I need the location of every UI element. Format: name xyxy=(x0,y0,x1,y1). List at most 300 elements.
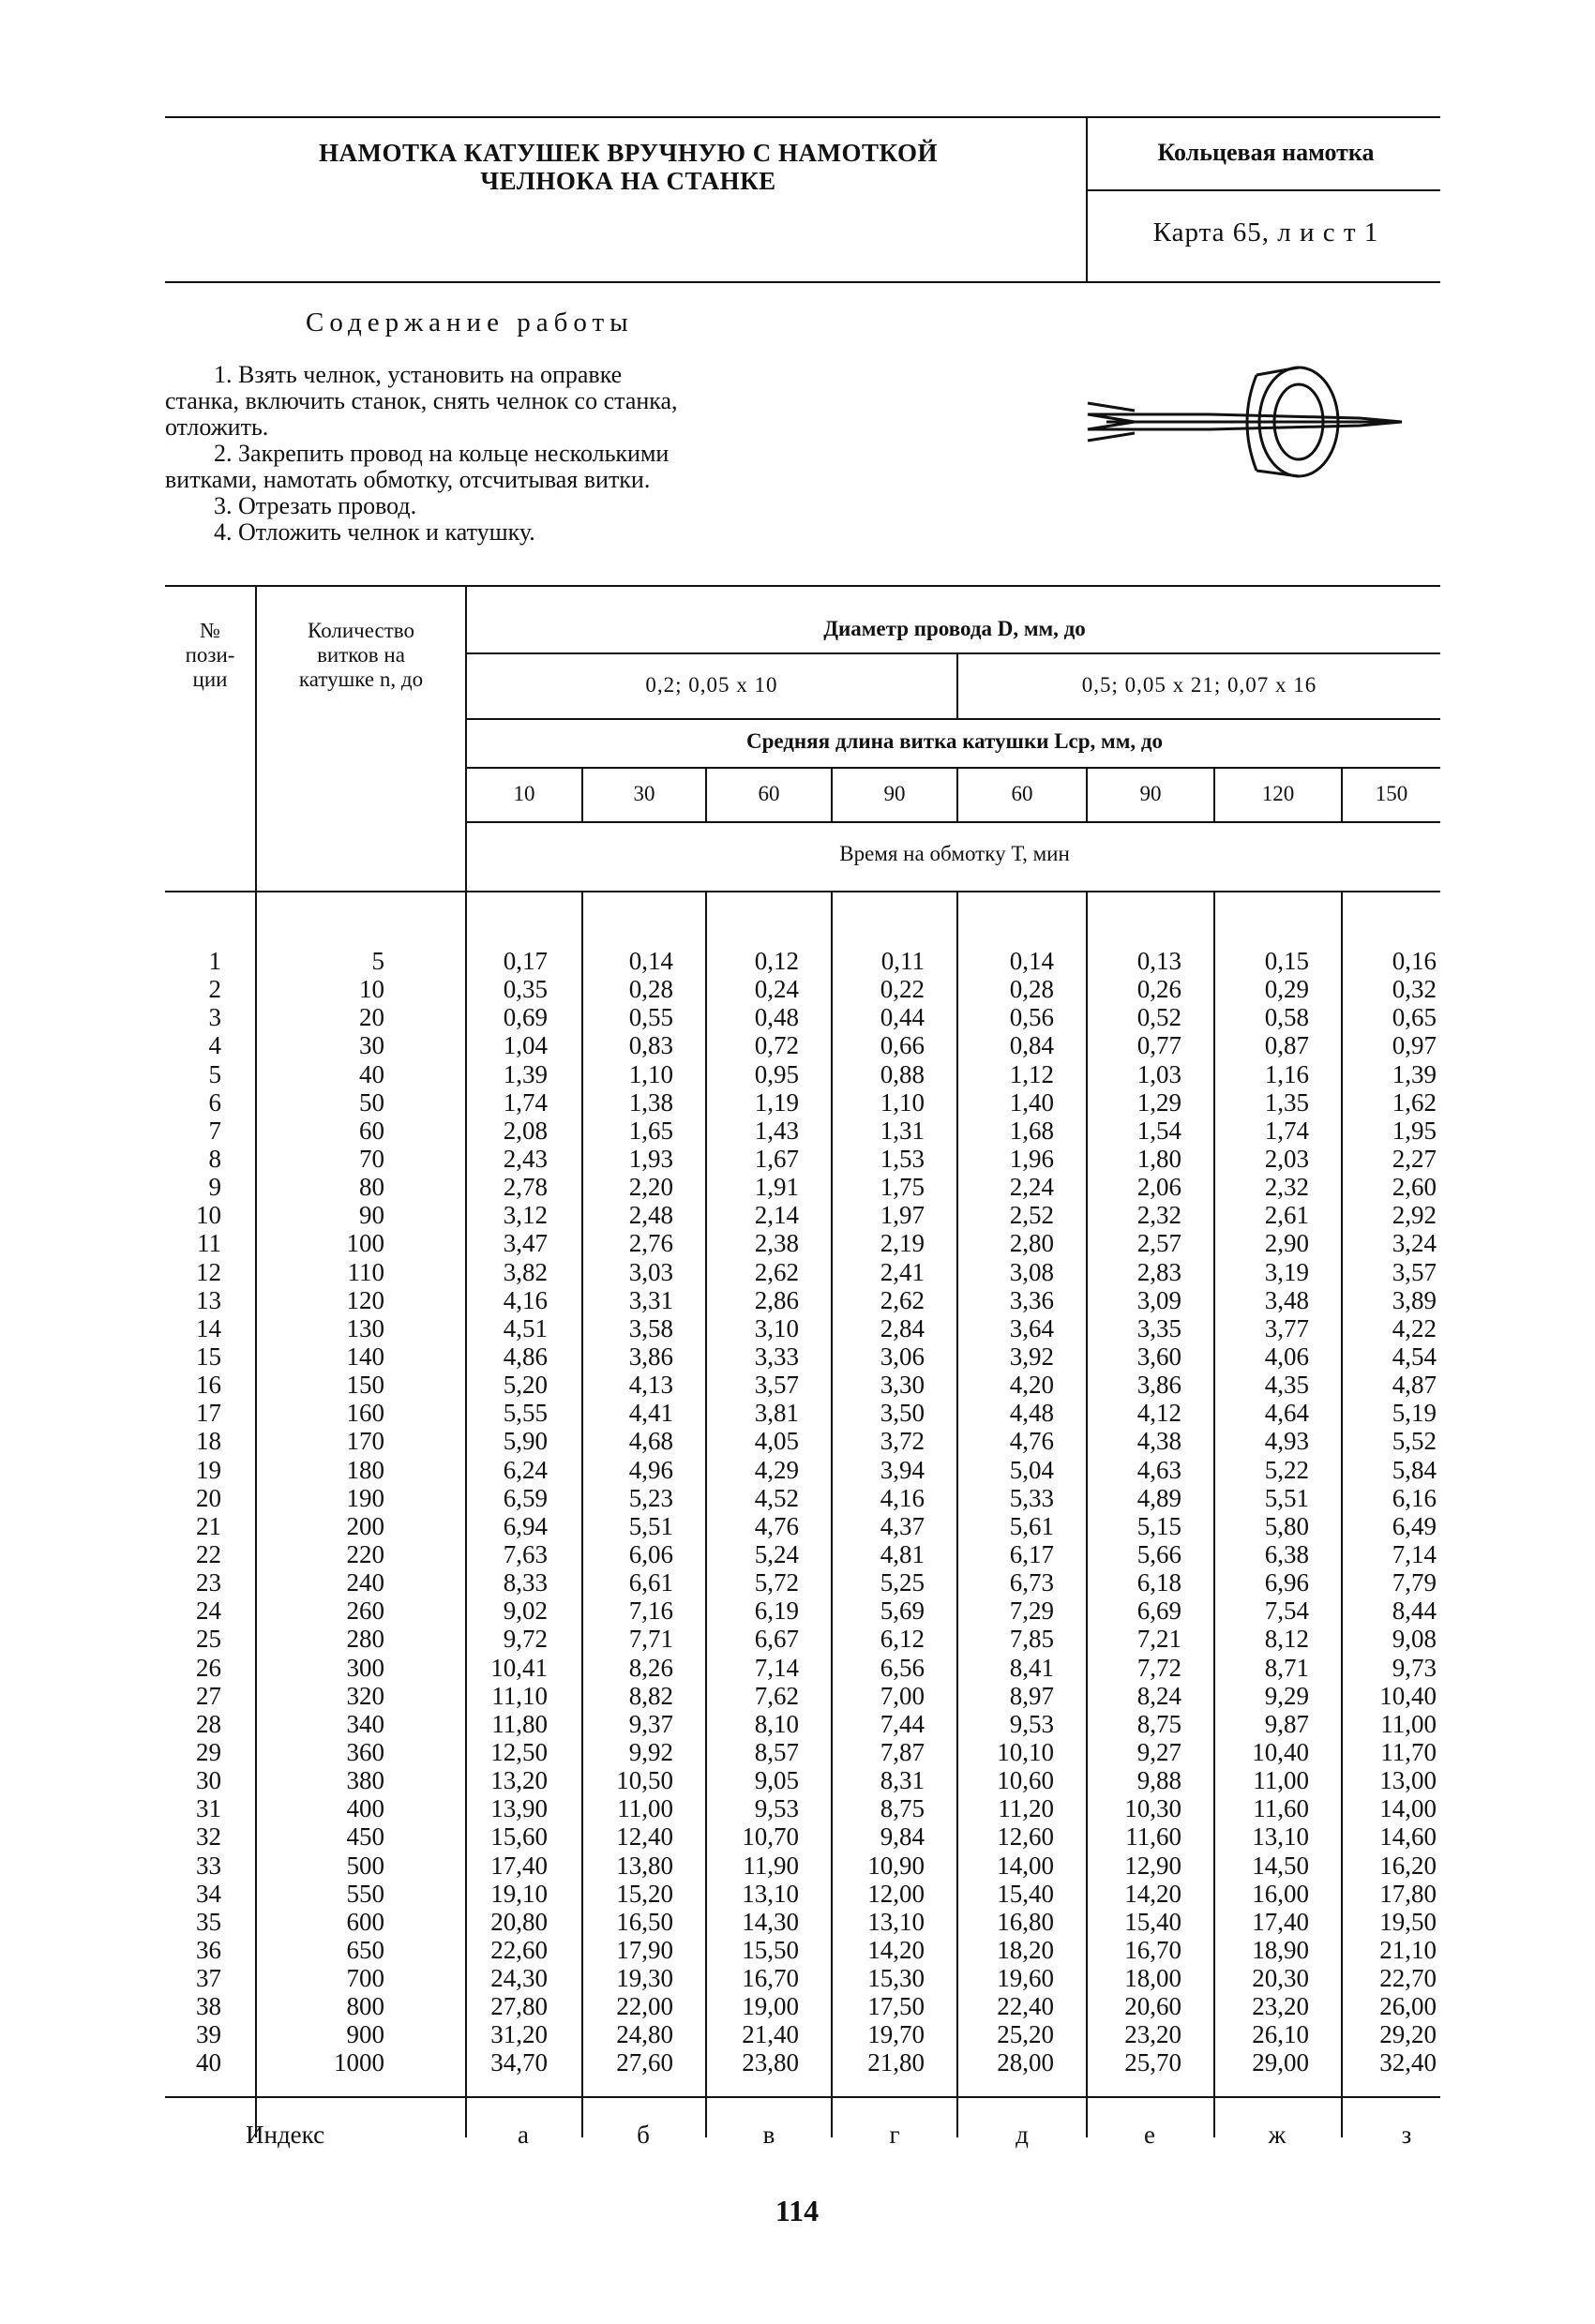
col-position-line-3: ции xyxy=(192,667,228,691)
time-cell: 29,20 xyxy=(1379,2020,1437,2049)
time-cell: 5,33 xyxy=(1009,1483,1054,1512)
time-cell: 10,40 xyxy=(1252,1737,1309,1766)
time-cell: 19,30 xyxy=(616,1964,673,1993)
body-divider-8 xyxy=(1341,891,1343,2137)
time-cell: 4,37 xyxy=(880,1511,925,1540)
position-cell: 5 xyxy=(208,1059,221,1088)
turns-cell: 90 xyxy=(359,1201,384,1230)
time-cell: 2,84 xyxy=(880,1313,925,1342)
body-divider-7 xyxy=(1213,891,1215,2137)
turns-cell: 5 xyxy=(371,947,384,975)
position-cell: 40 xyxy=(196,2048,221,2077)
time-cell: 10,50 xyxy=(616,1766,673,1795)
time-cell: 0,66 xyxy=(880,1031,925,1060)
position-cell: 4 xyxy=(208,1031,221,1060)
time-cell: 26,10 xyxy=(1252,2020,1309,2049)
time-cell: 0,32 xyxy=(1392,975,1437,1004)
position-cell: 32 xyxy=(196,1822,221,1852)
time-cell: 4,12 xyxy=(1136,1399,1181,1428)
time-cell: 0,13 xyxy=(1136,947,1181,975)
col-position-header xyxy=(165,619,255,692)
time-cell: 5,66 xyxy=(1136,1539,1181,1568)
time-cell: 9,37 xyxy=(628,1709,673,1738)
time-cell: 1,12 xyxy=(1009,1059,1054,1088)
time-cell: 7,85 xyxy=(1009,1625,1054,1654)
time-cell: 7,21 xyxy=(1136,1625,1181,1654)
length-60b: 60 xyxy=(1011,782,1033,805)
time-cell: 6,19 xyxy=(754,1597,799,1626)
position-cell: 16 xyxy=(196,1371,221,1400)
time-cell: 3,58 xyxy=(628,1313,673,1342)
time-cell: 17,80 xyxy=(1379,1879,1437,1908)
time-cell: 11,70 xyxy=(1380,1737,1437,1766)
time-cell: 8,33 xyxy=(503,1568,548,1597)
turns-cell: 70 xyxy=(359,1144,384,1173)
time-cell: 1,62 xyxy=(1392,1087,1437,1117)
time-cell: 23,80 xyxy=(742,2048,799,2077)
time-cell: 4,16 xyxy=(503,1285,548,1314)
index-d: д xyxy=(1016,2121,1029,2149)
time-column-zh xyxy=(1217,947,1309,2077)
time-cell: 2,43 xyxy=(503,1144,548,1173)
body-divider-3 xyxy=(705,891,707,2137)
time-cell: 3,24 xyxy=(1392,1229,1437,1258)
time-cell: 0,15 xyxy=(1264,947,1309,975)
index-g: г xyxy=(889,2121,900,2149)
time-cell: 8,75 xyxy=(1136,1709,1181,1738)
group-rule xyxy=(465,718,1440,720)
time-cell: 4,54 xyxy=(1392,1342,1437,1371)
time-cell: 7,71 xyxy=(628,1625,673,1654)
turns-cell: 150 xyxy=(346,1371,384,1400)
turns-cell: 550 xyxy=(346,1879,384,1908)
position-cell: 1 xyxy=(208,947,221,975)
time-cell: 0,56 xyxy=(1009,1003,1054,1032)
index-label: Индекс xyxy=(246,2121,325,2149)
position-cell: 28 xyxy=(196,1709,221,1738)
position-cell: 7 xyxy=(208,1116,221,1145)
time-cell: 0,12 xyxy=(754,947,799,975)
time-cell: 32,40 xyxy=(1379,2048,1437,2077)
time-cell: 5,19 xyxy=(1392,1399,1437,1428)
time-cell: 31,20 xyxy=(490,2020,548,2049)
time-cell: 13,20 xyxy=(490,1766,548,1795)
time-cell: 8,12 xyxy=(1264,1625,1309,1654)
time-cell: 1,03 xyxy=(1136,1059,1181,1088)
body-divider-5 xyxy=(956,891,958,2137)
time-cell: 7,79 xyxy=(1392,1568,1437,1597)
time-cell: 18,00 xyxy=(1124,1964,1181,1993)
time-cell: 2,48 xyxy=(628,1201,673,1230)
time-cell: 4,68 xyxy=(628,1427,673,1456)
turns-cell: 50 xyxy=(359,1087,384,1117)
time-cell: 0,58 xyxy=(1264,1003,1309,1032)
time-header: Время на обмотку Т, мин xyxy=(839,842,1070,865)
time-cell: 0,48 xyxy=(754,1003,799,1032)
turns-cell: 900 xyxy=(346,2020,384,2049)
position-cell: 18 xyxy=(196,1427,221,1456)
time-cell: 4,13 xyxy=(628,1371,673,1400)
time-cell: 8,10 xyxy=(754,1709,799,1738)
time-cell: 5,90 xyxy=(503,1427,548,1456)
turns-cell: 600 xyxy=(346,1907,384,1936)
time-cell: 5,24 xyxy=(754,1539,799,1568)
position-cell: 29 xyxy=(196,1737,221,1766)
turns-cell: 280 xyxy=(346,1625,384,1654)
time-cell: 5,51 xyxy=(628,1511,673,1540)
time-cell: 2,76 xyxy=(628,1229,673,1258)
time-cell: 2,86 xyxy=(754,1285,799,1314)
time-cell: 6,94 xyxy=(503,1511,548,1540)
time-cell: 7,14 xyxy=(1392,1539,1437,1568)
time-cell: 3,81 xyxy=(754,1399,799,1428)
time-cell: 7,54 xyxy=(1264,1597,1309,1626)
time-cell: 3,86 xyxy=(1136,1371,1181,1400)
time-cell: 0,88 xyxy=(880,1059,925,1088)
time-cell: 6,61 xyxy=(628,1568,673,1597)
turns-cell: 60 xyxy=(359,1116,384,1145)
time-cell: 5,72 xyxy=(754,1568,799,1597)
time-cell: 14,60 xyxy=(1379,1822,1437,1852)
time-cell: 3,47 xyxy=(503,1229,548,1258)
time-cell: 9,87 xyxy=(1264,1709,1309,1738)
time-cell: 1,65 xyxy=(628,1116,673,1145)
position-cell: 20 xyxy=(196,1483,221,1512)
col-position-line-1: № xyxy=(200,619,220,642)
time-column-d xyxy=(960,947,1054,2077)
time-cell: 13,90 xyxy=(490,1794,548,1823)
time-cell: 17,50 xyxy=(867,1992,925,2021)
time-cell: 11,20 xyxy=(998,1794,1054,1823)
time-cell: 25,20 xyxy=(997,2020,1054,2049)
time-cell: 0,14 xyxy=(1009,947,1054,975)
turns-cell: 160 xyxy=(346,1399,384,1428)
header-right-rule xyxy=(1086,189,1440,191)
time-cell: 20,80 xyxy=(490,1907,548,1936)
time-cell: 21,80 xyxy=(867,2048,925,2077)
time-cell: 13,10 xyxy=(1252,1822,1309,1852)
time-cell: 0,24 xyxy=(754,975,799,1004)
time-cell: 0,16 xyxy=(1392,947,1437,975)
time-cell: 2,80 xyxy=(1009,1229,1054,1258)
time-cell: 24,80 xyxy=(616,2020,673,2049)
time-cell: 4,87 xyxy=(1392,1371,1437,1400)
time-cell: 2,27 xyxy=(1392,1144,1437,1173)
position-cell: 38 xyxy=(196,1992,221,2021)
turns-cell: 380 xyxy=(346,1766,384,1795)
time-cell: 21,40 xyxy=(742,2020,799,2049)
header-bottom-table-rule xyxy=(165,891,1440,892)
time-cell: 15,20 xyxy=(616,1879,673,1908)
time-cell: 6,24 xyxy=(503,1455,548,1484)
position-cell: 34 xyxy=(196,1879,221,1908)
position-cell: 36 xyxy=(196,1935,221,1964)
time-cell: 7,16 xyxy=(628,1597,673,1626)
time-cell: 11,00 xyxy=(1380,1709,1437,1738)
diameter-group-1: 0,2; 0,05 x 10 xyxy=(645,673,778,697)
page-number: 114 xyxy=(775,2194,820,2227)
time-cell: 0,83 xyxy=(628,1031,673,1060)
time-cell: 5,15 xyxy=(1136,1511,1181,1540)
time-cell: 2,92 xyxy=(1392,1201,1437,1230)
turns-cell: 360 xyxy=(346,1737,384,1766)
position-cell: 26 xyxy=(196,1653,221,1682)
time-cell: 2,60 xyxy=(1392,1173,1437,1202)
time-cell: 17,90 xyxy=(616,1935,673,1964)
time-cell: 20,30 xyxy=(1252,1964,1309,1993)
time-cell: 10,40 xyxy=(1379,1681,1437,1710)
turns-cell: 200 xyxy=(346,1511,384,1540)
time-cell: 0,35 xyxy=(503,975,548,1004)
time-cell: 3,92 xyxy=(1009,1342,1054,1371)
turns-cell: 180 xyxy=(346,1455,384,1484)
card-label: Карта 65, л и с т 1 xyxy=(1152,217,1379,247)
time-cell: 2,19 xyxy=(880,1229,925,1258)
time-cell: 5,20 xyxy=(503,1371,548,1400)
time-cell: 4,89 xyxy=(1136,1483,1181,1512)
time-cell: 2,62 xyxy=(880,1285,925,1314)
time-cell: 8,97 xyxy=(1009,1681,1054,1710)
time-cell: 15,50 xyxy=(742,1935,799,1964)
time-cell: 0,11 xyxy=(880,947,925,975)
time-cell: 4,76 xyxy=(1009,1427,1054,1456)
time-cell: 4,29 xyxy=(754,1455,799,1484)
position-cell: 21 xyxy=(196,1511,221,1540)
time-cell: 3,36 xyxy=(1009,1285,1054,1314)
length-rule xyxy=(465,767,1440,769)
time-cell: 7,72 xyxy=(1136,1653,1181,1682)
turns-cell: 260 xyxy=(346,1597,384,1626)
time-cell: 3,48 xyxy=(1264,1285,1309,1314)
time-column-z xyxy=(1345,947,1437,2077)
time-cell: 14,20 xyxy=(1124,1879,1181,1908)
col-position-line-2: пози- xyxy=(185,643,235,667)
time-cell: 5,04 xyxy=(1009,1455,1054,1484)
time-cell: 1,04 xyxy=(503,1031,548,1060)
header-bottom-rule xyxy=(165,281,1440,283)
index-zh: ж xyxy=(1268,2121,1287,2149)
time-cell: 13,80 xyxy=(616,1851,673,1880)
positions-column xyxy=(165,947,221,2077)
time-cell: 15,40 xyxy=(1124,1907,1181,1936)
position-cell: 37 xyxy=(196,1964,221,1993)
position-cell: 22 xyxy=(196,1539,221,1568)
time-cell: 4,63 xyxy=(1136,1455,1181,1484)
time-cell: 19,70 xyxy=(867,2020,925,2049)
time-cell: 3,72 xyxy=(880,1427,925,1456)
time-cell: 16,70 xyxy=(742,1964,799,1993)
diameter-group-2: 0,5; 0,05 x 21; 0,07 x 16 xyxy=(1081,673,1317,697)
time-cell: 1,43 xyxy=(754,1116,799,1145)
turns-cell: 400 xyxy=(346,1794,384,1823)
time-cell: 27,80 xyxy=(490,1992,548,2021)
step-2b: витками, намотать обмотку, отсчитывая витки. xyxy=(165,466,651,493)
time-cell: 2,83 xyxy=(1136,1257,1181,1286)
time-cell: 0,84 xyxy=(1009,1031,1054,1060)
length-60a: 60 xyxy=(758,782,780,805)
time-cell: 0,14 xyxy=(628,947,673,975)
col-turns-line-2: витков на xyxy=(317,643,405,667)
time-cell: 3,50 xyxy=(880,1399,925,1428)
time-cell: 11,00 xyxy=(1253,1766,1309,1795)
time-cell: 9,27 xyxy=(1136,1737,1181,1766)
time-cell: 2,20 xyxy=(628,1173,673,1202)
time-cell: 23,20 xyxy=(1124,2020,1181,2049)
time-cell: 4,41 xyxy=(628,1399,673,1428)
time-cell: 34,70 xyxy=(490,2048,548,2077)
time-cell: 9,08 xyxy=(1392,1625,1437,1654)
time-cell: 3,94 xyxy=(880,1455,925,1484)
time-cell: 1,97 xyxy=(880,1201,925,1230)
position-cell: 11 xyxy=(197,1229,221,1258)
time-cell: 3,77 xyxy=(1264,1313,1309,1342)
time-cell: 3,30 xyxy=(880,1371,925,1400)
time-cell: 29,00 xyxy=(1252,2048,1309,2077)
step-2a: 2. Закрепить провод на кольце несколькими xyxy=(214,440,670,467)
time-cell: 14,00 xyxy=(997,1851,1054,1880)
position-cell: 25 xyxy=(196,1625,221,1654)
time-cell: 6,67 xyxy=(754,1625,799,1654)
time-cell: 8,24 xyxy=(1136,1681,1181,1710)
time-cell: 12,90 xyxy=(1124,1851,1181,1880)
section-heading: Содержание работы xyxy=(306,307,634,337)
time-cell: 3,57 xyxy=(1392,1257,1437,1286)
length-90a: 90 xyxy=(883,782,906,805)
time-cell: 13,00 xyxy=(1379,1766,1437,1795)
time-cell: 18,20 xyxy=(997,1935,1054,1964)
turns-cell: 450 xyxy=(346,1822,384,1852)
time-cell: 6,18 xyxy=(1136,1568,1181,1597)
time-cell: 16,50 xyxy=(616,1907,673,1936)
time-cell: 1,35 xyxy=(1264,1087,1309,1117)
position-cell: 30 xyxy=(196,1766,221,1795)
time-cell: 2,14 xyxy=(754,1201,799,1230)
turns-cell: 130 xyxy=(346,1313,384,1342)
category-label: Кольцевая намотка xyxy=(1157,139,1375,166)
turns-cell: 320 xyxy=(346,1681,384,1710)
time-cell: 3,64 xyxy=(1009,1313,1054,1342)
position-cell: 2 xyxy=(208,975,221,1004)
turns-cell: 140 xyxy=(346,1342,384,1371)
index-b: б xyxy=(637,2121,650,2149)
position-cell: 13 xyxy=(196,1285,221,1314)
turns-cell: 650 xyxy=(346,1935,384,1964)
time-cell: 7,87 xyxy=(880,1737,925,1766)
time-cell: 0,72 xyxy=(754,1031,799,1060)
time-cell: 16,00 xyxy=(1252,1879,1309,1908)
time-cell: 0,77 xyxy=(1136,1031,1181,1060)
shuttle-ring-icon xyxy=(1078,356,1425,487)
time-cell: 14,30 xyxy=(742,1907,799,1936)
time-cell: 7,29 xyxy=(1009,1597,1054,1626)
time-cell: 8,26 xyxy=(628,1653,673,1682)
time-cell: 1,31 xyxy=(880,1116,925,1145)
title-line-2: ЧЕЛНОКА НА СТАНКЕ xyxy=(480,167,776,195)
step-3: 3. Отрезать провод. xyxy=(214,492,417,519)
time-cell: 2,57 xyxy=(1136,1229,1181,1258)
time-cell: 15,60 xyxy=(490,1822,548,1852)
time-cell: 8,82 xyxy=(628,1681,673,1710)
time-cell: 1,74 xyxy=(1264,1116,1309,1145)
time-cell: 0,95 xyxy=(754,1059,799,1088)
time-cell: 3,89 xyxy=(1392,1285,1437,1314)
time-cell: 5,22 xyxy=(1264,1455,1309,1484)
time-cell: 10,90 xyxy=(867,1851,925,1880)
time-cell: 24,30 xyxy=(490,1964,548,1993)
step-1a: 1. Взять челнок, установить на оправке xyxy=(214,361,623,388)
position-cell: 14 xyxy=(196,1313,221,1342)
time-cell: 6,16 xyxy=(1392,1483,1437,1512)
turns-cell: 170 xyxy=(346,1427,384,1456)
turns-cell: 700 xyxy=(346,1964,384,1993)
time-cell: 1,10 xyxy=(628,1059,673,1088)
time-cell: 3,86 xyxy=(628,1342,673,1371)
time-cell: 2,41 xyxy=(880,1257,925,1286)
time-cell: 0,65 xyxy=(1392,1003,1437,1032)
time-cell: 4,05 xyxy=(754,1427,799,1456)
time-cell: 2,06 xyxy=(1136,1173,1181,1202)
turns-cell: 500 xyxy=(346,1851,384,1880)
time-cell: 3,10 xyxy=(754,1313,799,1342)
body-divider-0 xyxy=(255,891,257,2137)
position-cell: 19 xyxy=(196,1455,221,1484)
position-cell: 23 xyxy=(196,1568,221,1597)
time-column-v xyxy=(709,947,799,2077)
time-cell: 3,08 xyxy=(1009,1257,1054,1286)
time-cell: 5,51 xyxy=(1264,1483,1309,1512)
time-cell: 8,44 xyxy=(1392,1597,1437,1626)
col-turns-line-3: катушке n, до xyxy=(298,667,424,691)
position-cell: 15 xyxy=(196,1342,221,1371)
time-cell: 1,40 xyxy=(1009,1087,1054,1117)
time-cell: 1,67 xyxy=(754,1144,799,1173)
index-e: е xyxy=(1144,2121,1155,2149)
time-cell: 9,53 xyxy=(1009,1709,1054,1738)
time-cell: 4,76 xyxy=(754,1511,799,1540)
position-cell: 17 xyxy=(196,1399,221,1428)
time-cell: 15,30 xyxy=(867,1964,925,1993)
time-cell: 6,38 xyxy=(1264,1539,1309,1568)
time-cell: 6,73 xyxy=(1009,1568,1054,1597)
time-cell: 2,32 xyxy=(1264,1173,1309,1202)
time-cell: 9,72 xyxy=(503,1625,548,1654)
time-cell: 13,10 xyxy=(867,1907,925,1936)
time-cell: 0,55 xyxy=(628,1003,673,1032)
time-cell: 12,50 xyxy=(490,1737,548,1766)
time-cell: 4,81 xyxy=(880,1539,925,1568)
time-cell: 28,00 xyxy=(997,2048,1054,2077)
time-cell: 6,49 xyxy=(1392,1511,1437,1540)
time-cell: 4,64 xyxy=(1264,1399,1309,1428)
body-divider-2 xyxy=(581,891,583,2137)
time-cell: 17,40 xyxy=(490,1851,548,1880)
index-v: в xyxy=(762,2121,775,2149)
time-cell: 2,38 xyxy=(754,1229,799,1258)
step-1b: станка, включить станок, снять челнок со станка, xyxy=(165,387,678,414)
position-cell: 9 xyxy=(208,1173,221,1202)
index-a: а xyxy=(518,2121,529,2149)
time-cell: 12,40 xyxy=(616,1822,673,1852)
time-cell: 4,38 xyxy=(1136,1427,1181,1456)
turns-cell: 30 xyxy=(359,1031,384,1060)
time-cell: 1,96 xyxy=(1009,1144,1054,1173)
time-cell: 22,60 xyxy=(490,1935,548,1964)
time-cell: 6,69 xyxy=(1136,1597,1181,1626)
time-column-e xyxy=(1090,947,1181,2077)
turns-cell: 300 xyxy=(346,1653,384,1682)
time-cell: 5,52 xyxy=(1392,1427,1437,1456)
time-cell: 3,12 xyxy=(503,1201,548,1230)
